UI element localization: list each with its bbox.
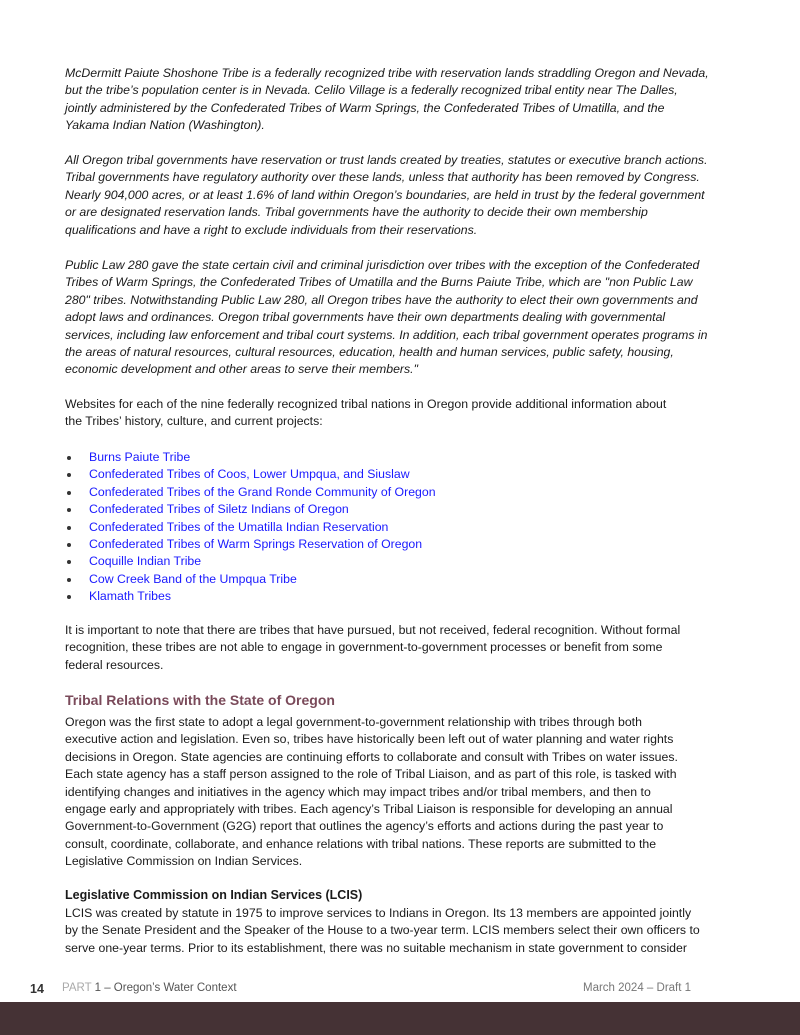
text-line: Websites for each of the nine federally recognized tribal nations in Oregon provide additional information about xyxy=(65,397,667,411)
text-line: Tribal governments have regulatory authority over these lands, unless that authority has been removed by Congress. xyxy=(65,170,700,185)
paragraph-websites-intro xyxy=(65,396,745,431)
text-line: Each state agency has a staff person assigned to the role of Tribal Liaison, and as part of this role, is tasked with xyxy=(65,767,677,782)
text-line: economic development and other areas to serve their members." xyxy=(65,362,418,377)
list-item xyxy=(65,501,436,518)
part-title: 1 – Oregon’s Water Context xyxy=(94,982,237,994)
part-label: PART xyxy=(62,982,92,994)
subheading-lcis: Legislative Commission on Indian Services (LCIS) xyxy=(65,888,363,902)
list-item xyxy=(65,553,436,570)
footer-part xyxy=(62,982,237,994)
tribe-links-list xyxy=(65,449,436,606)
tribe-link[interactable]: Confederated Tribes of the Grand Ronde Community of Oregon xyxy=(89,484,436,499)
paragraph-public-law-280 xyxy=(65,257,745,379)
page-number: 14 xyxy=(30,982,44,996)
tribe-link[interactable]: Coquille Indian Tribe xyxy=(89,554,202,569)
text-line: serve one-year terms. Prior to its establishment, there was no suitable mechanism in state government to consider xyxy=(65,940,687,955)
text-line: adopt laws and ordinances. Oregon tribal governments have their own departments dealing with governmental xyxy=(65,310,666,325)
tribe-link[interactable]: Confederated Tribes of Siletz Indians of Oregon xyxy=(89,502,349,517)
text-line: identifying changes and initiatives in the agency which may impact tribes and/or tribal members, and then to xyxy=(65,784,651,799)
text-line: Nearly 904,000 acres, or at least 1.6% of land within Oregon’s boundaries, are held in trust by the federal government xyxy=(65,187,705,202)
bullet-icon xyxy=(67,560,71,564)
text-line: but the tribe’s population center is in Nevada. Celilo Village is a federally recognized tribal entity near The Dalles, xyxy=(65,83,678,98)
bullet-icon xyxy=(67,578,71,582)
text-line: It is important to note that there are tribes that have pursued, but not received, federal recognition. Without formal xyxy=(65,623,681,637)
bullet-icon xyxy=(67,595,71,599)
tribe-link[interactable]: Confederated Tribes of the Umatilla Indian Reservation xyxy=(89,519,389,534)
list-item xyxy=(65,484,436,501)
tribe-link[interactable]: Klamath Tribes xyxy=(89,589,172,604)
text-line: McDermitt Paiute Shoshone Tribe is a federally recognized tribe with reservation lands straddling Oregon and Nevada, xyxy=(65,66,709,80)
text-line: the Tribes’ history, culture, and current projects: xyxy=(65,414,323,429)
paragraph-tribal-relations xyxy=(65,714,745,871)
text-line: the areas of natural resources, cultural resources, education, health and human services, public safety, housing, xyxy=(65,345,674,360)
text-line: LCIS was created by statute in 1975 to improve services to Indians in Oregon. Its 13 members are appointed jointly xyxy=(65,906,692,920)
text-line: engage early and appropriately with tribes. Each agency’s Tribal Liaison is responsible for developing an annual xyxy=(65,802,673,817)
text-line: services, including law enforcement and tribal court systems. In addition, each tribal government operates programs in xyxy=(65,327,708,342)
text-line: Legislative Commission on Indian Services. xyxy=(65,854,303,869)
tribe-link[interactable]: Burns Paiute Tribe xyxy=(89,450,191,464)
text-line: Tribes of Warm Springs, the Confederated Tribes of Umatilla and the Burns Paiute Tribe, which are "non Public Law xyxy=(65,275,693,290)
bullet-icon xyxy=(67,491,71,495)
list-item xyxy=(65,519,436,536)
bullet-icon xyxy=(67,508,71,512)
bullet-icon xyxy=(67,473,71,477)
text-line: consult, coordinate, collaborate, and enhance relations with tribal nations. These reports are submitted to the xyxy=(65,836,657,851)
footer-date: March 2024 – Draft 1 xyxy=(583,982,692,994)
tribe-link[interactable]: Cow Creek Band of the Umpqua Tribe xyxy=(89,571,297,586)
paragraph-trust-lands xyxy=(65,152,745,239)
bullet-icon xyxy=(67,543,71,547)
bullet-icon xyxy=(67,456,71,460)
text-line: recognition, these tribes are not able to engage in government-to-government processes or benefit from some xyxy=(65,640,663,655)
text-line: jointly administered by the Confederated Tribes of Warm Springs, the Confederated Tribes of Umatilla, and the xyxy=(65,100,665,115)
bullet-icon xyxy=(67,526,71,530)
tribe-link[interactable]: Confederated Tribes of Coos, Lower Umpqua, and Siuslaw xyxy=(89,467,410,482)
list-item xyxy=(65,588,436,605)
tribe-link[interactable]: Confederated Tribes of Warm Springs Reservation of Oregon xyxy=(89,537,423,552)
text-line: All Oregon tribal governments have reservation or trust lands created by treaties, statutes or executive branch actions. xyxy=(65,153,708,167)
text-line: federal resources. xyxy=(65,657,164,672)
footer-band xyxy=(0,1002,800,1035)
text-line: by the Senate President and the Speaker of the House to a two-year term. LCIS members select their own officers to xyxy=(65,923,700,938)
text-line: decisions in Oregon. State agencies are continuing efforts to collaborate and consult with Tribes on water issues. xyxy=(65,749,678,764)
list-item xyxy=(65,449,436,466)
text-line: Oregon was the first state to adopt a legal government-to-government relationship with tribes through both xyxy=(65,715,642,729)
text-line: or are designated reservation lands. Tribal governments have the authority to decide their own membership xyxy=(65,205,648,220)
text-line: Public Law 280 gave the state certain civil and criminal jurisdiction over tribes with the exception of the Confederated xyxy=(65,258,700,272)
text-line: 280" tribes. Notwithstanding Public Law 280, all Oregon tribes have the authority to elect their own governments and xyxy=(65,292,698,307)
paragraph-mcdermitt xyxy=(65,65,745,135)
text-line: qualifications and have a right to exclude individuals from their reservations. xyxy=(65,222,478,237)
section-heading-tribal-relations: Tribal Relations with the State of Oregon xyxy=(65,692,335,708)
list-item xyxy=(65,571,436,588)
list-item xyxy=(65,466,436,483)
paragraph-federal-recognition xyxy=(65,622,745,674)
text-line: Yakama Indian Nation (Washington). xyxy=(65,118,265,133)
text-line: Government-to-Government (G2G) report that outlines the agency’s efforts and actions during the past year to xyxy=(65,819,664,834)
list-item xyxy=(65,536,436,553)
paragraph-lcis xyxy=(65,905,745,957)
text-line: executive action and legislation. Even so, tribes have historically been left out of water planning and water rights xyxy=(65,732,674,747)
